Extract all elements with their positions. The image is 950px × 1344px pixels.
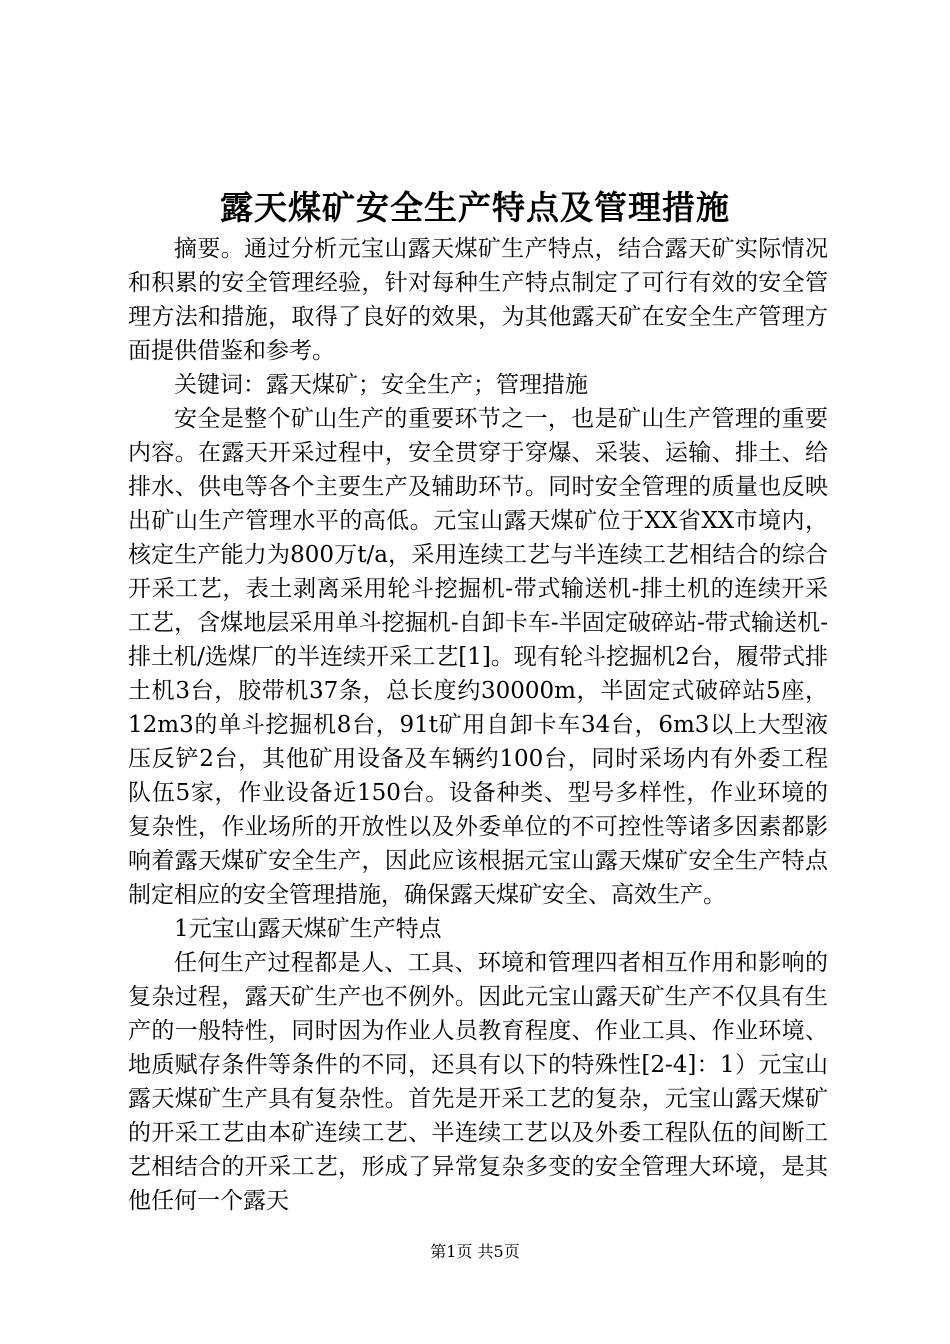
section-paragraph: 任何生产过程都是人、工具、环境和管理四者相互作用和影响的复杂过程，露天矿生产也不例外。因此元宝山露天矿生产不仅具有生产的一般特性，同时因为作业人员教育程度、作业工具、作业环境、地质赋存条件等条件的不同，还具有以下的特殊性[2-4]：1）元宝山露天煤矿生产具有复杂性。首先是开采工艺的复杂，元宝山露天煤矿的开采工艺由本矿连续工艺、半连续工艺以及外委工程队伍的间断工艺相结合的开采工艺，形成了异常复杂多变的安全管理大环境，是其他任何一个露天 [128, 950, 828, 1214]
abstract-paragraph: 摘要。通过分析元宝山露天煤矿生产特点，结合露天矿实际情况和积累的安全管理经验，针对每种生产特点制定了可行有效的安全管理方法和措施，取得了良好的效果，为其他露天矿在安全生产管理方面提供借鉴和参考。 [128, 236, 828, 364]
intro-paragraph: 安全是整个矿山生产的重要环节之一，也是矿山生产管理的重要内容。在露天开采过程中，安全贯穿于穿爆、采装、运输、排土、给排水、供电等各个主要生产及辅助环节。同时安全管理的质量也反映出矿山生产管理水平的高低。元宝山露天煤矿位于XX省XX市境内，核定生产能力为800万t/a，采用连续工艺与半连续工艺相结合的综合开采工艺，表土剥离采用轮斗挖掘机-带式输送机-排土机的连续开采工艺，含煤地层采用单斗挖掘机-自卸卡车-半固定破碎站-带式输送机-排土机/选煤厂的半连续开采工艺[1]。现有轮斗挖掘机2台，履带式排土机3台，胶带机37条，总长度约30000m，半固定式破碎站5座，12m3的单斗挖掘机8台，91t矿用自卸卡车34台，6m3以上大型液压反铲2台，其他矿用设备及车辆约100台，同时采场内有外委工程队伍5家，作业设备近150台。设备种类、型号多样性，作业环境的复杂性，作业场所的开放性以及外委单位的不可控性等诸多因素都影响着露天煤矿安全生产，因此应该根据元宝山露天煤矿安全生产特点制定相应的安全管理措施，确保露天煤矿安全、高效生产。 [128, 406, 828, 908]
keywords-paragraph: 关键词：露天煤矿；安全生产；管理措施 [174, 372, 588, 398]
section-heading: 1元宝山露天煤矿生产特点 [174, 916, 442, 942]
document-body [128, 232, 828, 1218]
page-footer: 第1页 共5页 [430, 1242, 520, 1261]
document-title: 露天煤矿安全生产特点及管理措施 [220, 188, 730, 227]
